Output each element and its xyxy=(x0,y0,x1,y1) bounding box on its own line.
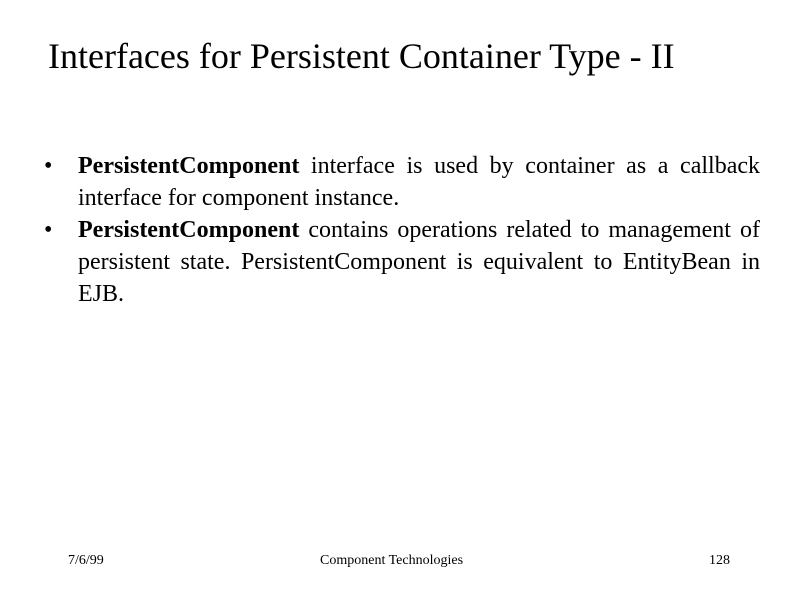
page-number: 128 xyxy=(709,553,730,568)
bullet-text: contains operations related to management of persistent state. PersistentComponent is equivalent to EntityBean in EJB. xyxy=(78,217,760,307)
slide-title: Interfaces for Persistent Container Type - II xyxy=(48,36,675,76)
bullet-item xyxy=(44,150,760,214)
bullet-term: PersistentComponent xyxy=(78,153,300,179)
footer-date: 7/6/99 xyxy=(68,553,104,568)
bullet-text: interface is used by container as a callback interface for component instance. xyxy=(78,153,760,211)
bullet-marker: • xyxy=(44,217,53,243)
footer-title: Component Technologies xyxy=(320,553,464,568)
bullet-marker: • xyxy=(44,153,53,179)
bullet-list xyxy=(44,150,760,310)
bullet-item xyxy=(44,214,760,310)
bullet-term: PersistentComponent xyxy=(78,217,300,243)
